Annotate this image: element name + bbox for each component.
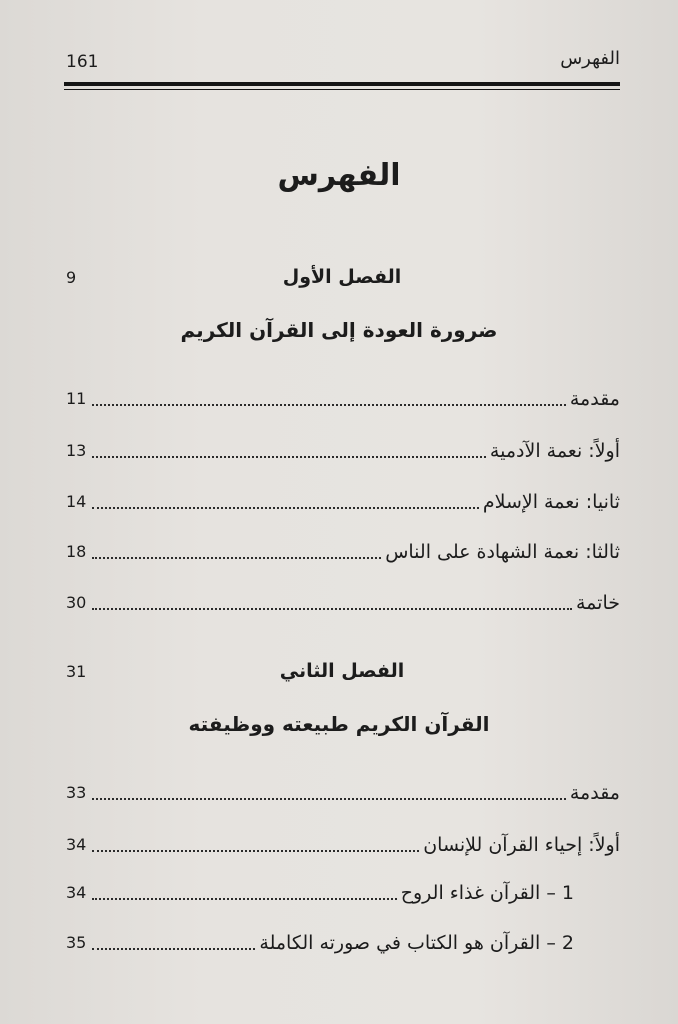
running-head — [64, 44, 620, 74]
toc-leader-dots — [92, 607, 572, 610]
toc-entry-page: 14 — [66, 492, 87, 511]
chapter-label: الفصل الأول — [282, 266, 402, 288]
toc-entry-label: أولاً: إحياء القرآن للإنسان — [423, 834, 620, 856]
toc-entry[interactable] — [64, 483, 620, 515]
toc-leader-dots — [92, 797, 566, 800]
chapter-page-number: 9 — [66, 268, 77, 287]
toc-entry-page: 11 — [66, 389, 87, 408]
toc-leader-dots — [92, 556, 381, 559]
toc-entry[interactable] — [64, 774, 620, 806]
chapter-heading[interactable] — [64, 266, 620, 296]
toc-entry-label: مقدمة — [569, 388, 620, 410]
toc-entry-page: 34 — [66, 835, 87, 854]
page-number: 161 — [66, 52, 99, 72]
toc-entry[interactable] — [64, 874, 574, 906]
toc-leader-dots — [92, 897, 396, 900]
toc-entry[interactable] — [64, 432, 620, 464]
toc-entry-page: 35 — [66, 933, 87, 952]
toc-entry-label: ثانيا: نعمة الإسلام — [482, 491, 620, 513]
toc-entry-page: 34 — [66, 883, 87, 902]
chapter-subtitle: ضرورة العودة إلى القرآن الكريم — [180, 318, 498, 342]
toc-leader-dots — [92, 506, 479, 509]
toc-entry-label: مقدمة — [569, 782, 620, 804]
toc-entry-label: 2 – القرآن هو الكتاب في صورته الكاملة — [259, 932, 574, 954]
toc-entry[interactable] — [64, 826, 620, 858]
header-rule-thick — [64, 82, 620, 86]
chapter-page-number: 31 — [66, 662, 87, 681]
toc-leader-dots — [92, 849, 419, 852]
toc-entry[interactable] — [64, 380, 620, 412]
toc-entry-page: 30 — [66, 593, 87, 612]
toc-leader-dots — [92, 455, 486, 458]
running-title: الفهرس — [560, 48, 620, 69]
page-title: الفهرس — [277, 158, 401, 193]
toc-entry-label: 1 – القرآن غذاء الروح — [400, 882, 574, 904]
toc-entry-label: ثالثا: نعمة الشهادة على الناس — [385, 541, 620, 563]
toc-entry-label: أولاً: نعمة الآدمية — [489, 440, 620, 462]
toc-entry-page: 18 — [66, 542, 87, 561]
toc-leader-dots — [92, 947, 255, 950]
toc-entry-page: 33 — [66, 783, 87, 802]
header-rule-thin — [64, 89, 620, 90]
toc-entry[interactable] — [64, 533, 620, 565]
chapter-heading[interactable] — [64, 660, 620, 690]
toc-leader-dots — [92, 403, 566, 406]
toc-entry[interactable] — [64, 584, 620, 616]
chapter-label: الفصل الثاني — [279, 660, 405, 682]
chapter-subtitle: القرآن الكريم طبيعته ووظيفته — [188, 712, 490, 736]
toc-entry-page: 13 — [66, 441, 87, 460]
toc-entry[interactable] — [64, 924, 574, 956]
toc-entry-label: خاتمة — [576, 592, 620, 614]
